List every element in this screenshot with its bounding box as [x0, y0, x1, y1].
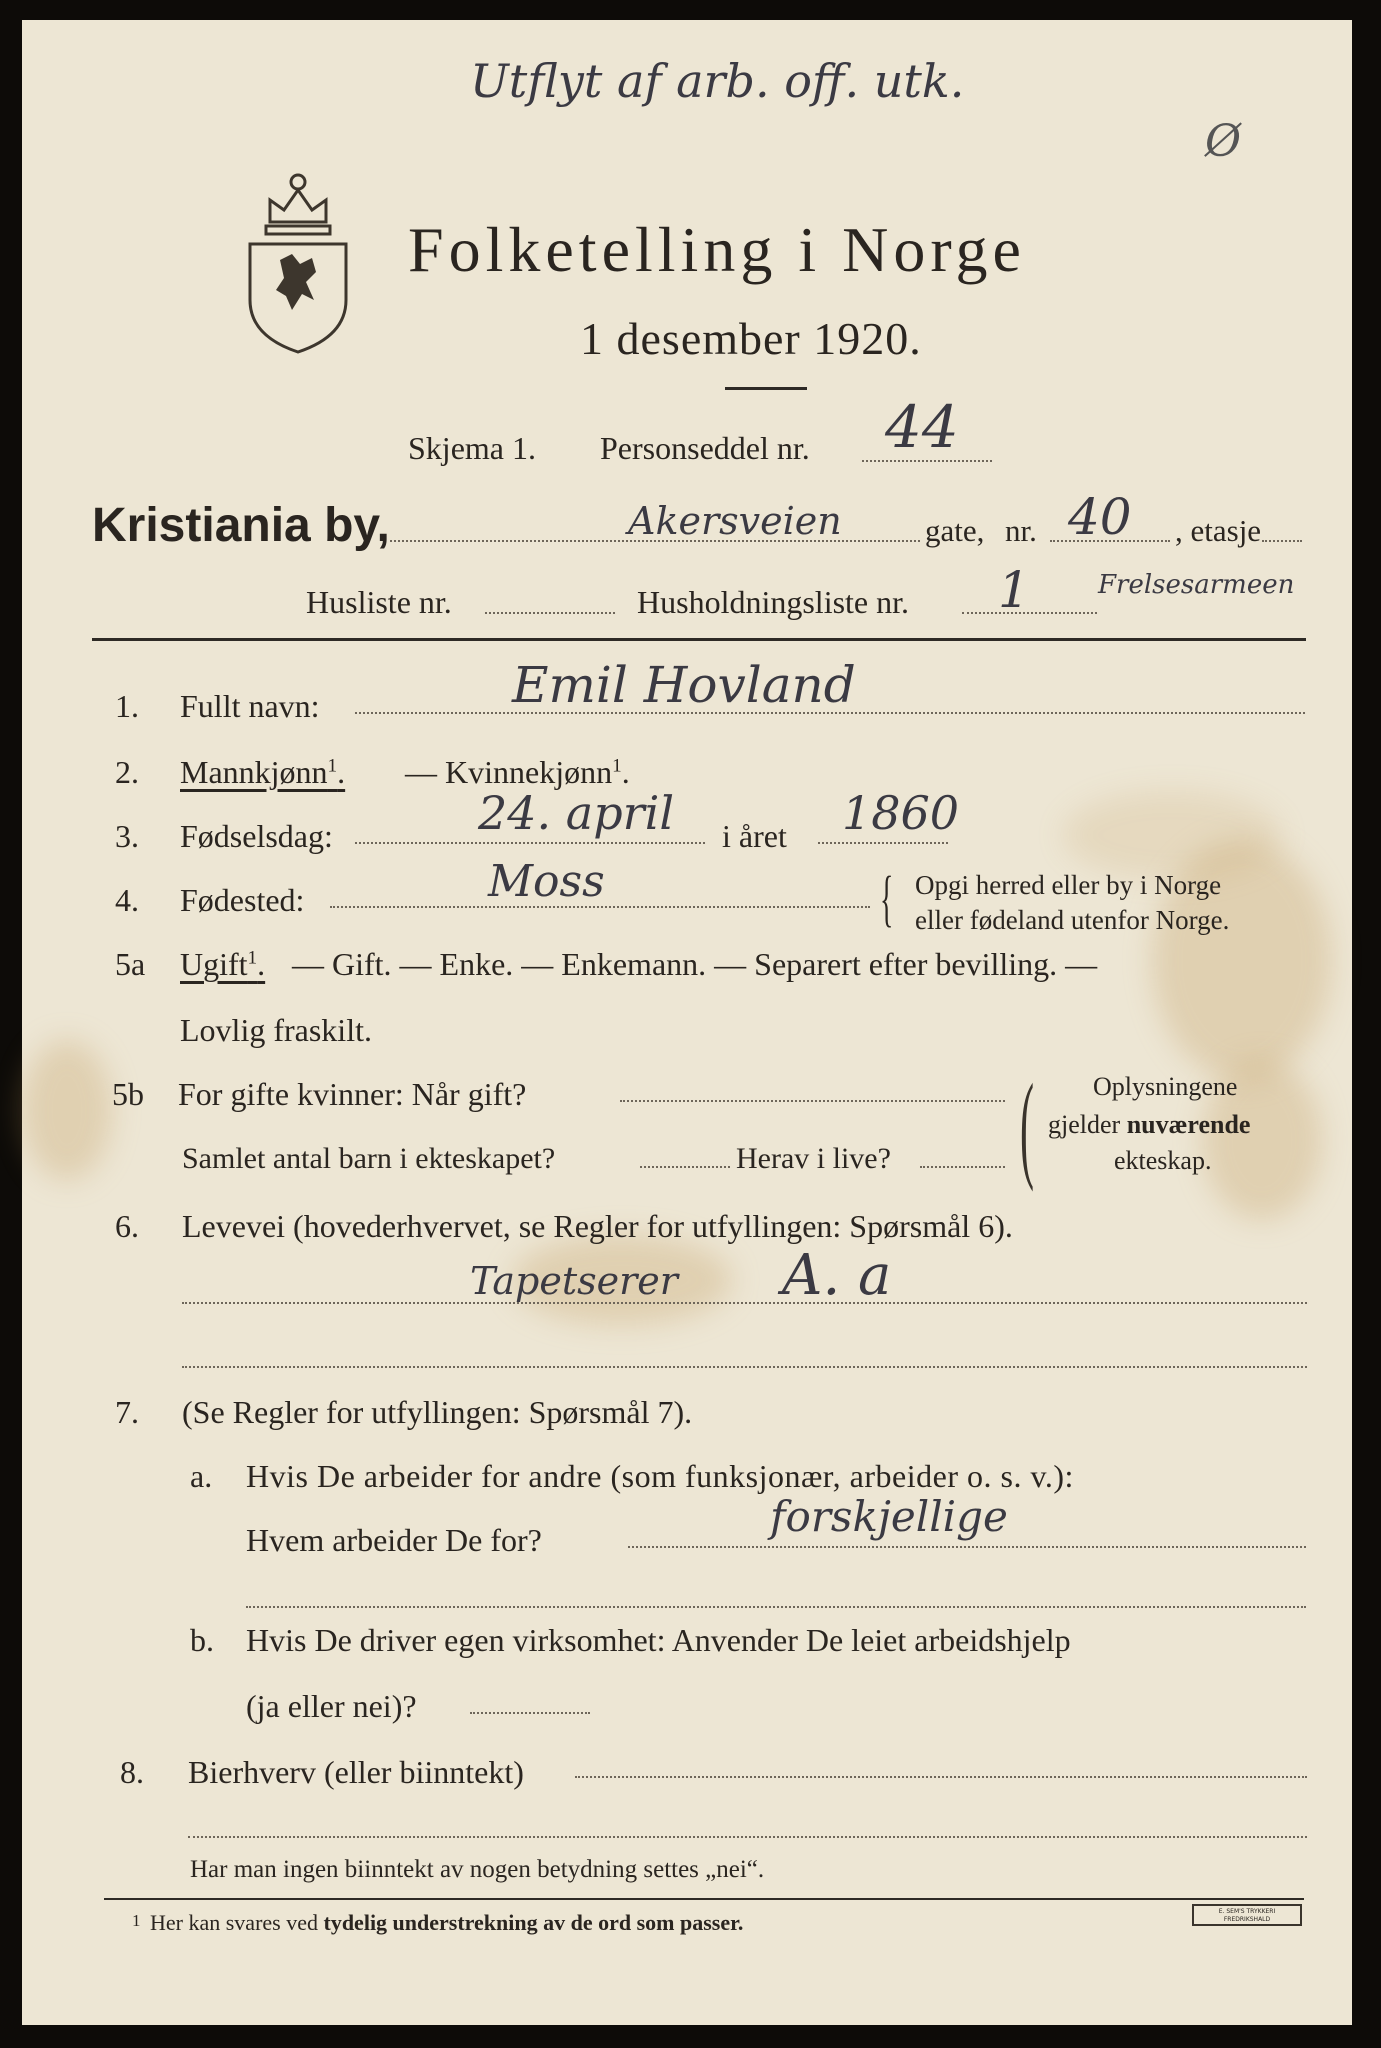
form-date: 1 desember 1920.: [580, 313, 922, 364]
q4-number: 4.: [115, 882, 139, 918]
q4-value: Moss: [488, 856, 605, 907]
q7a-value: forskjellige: [770, 1492, 1008, 1541]
q6-label: Levevei (hovederhvervet, se Regler for utfyllingen: Spørsmål 6).: [182, 1208, 1013, 1244]
q4-label: Fødested:: [180, 882, 305, 918]
q8-label: Bierhverv (eller biinntekt): [188, 1754, 524, 1790]
q8-line: [575, 1776, 1307, 1778]
q5a-line2: Lovlig fraskilt.: [180, 1012, 372, 1048]
q5b-children-line: [640, 1166, 730, 1168]
q7b-letter: b.: [190, 1622, 214, 1658]
q5b-note-1: Oplysningene: [1093, 1072, 1238, 1101]
footnote: Her kan svares ved tydelig understrekning av de ord som passer.: [150, 1910, 744, 1935]
etasje-line: [1262, 540, 1302, 542]
personseddel-label: Personseddel nr.: [600, 430, 810, 466]
q3-number: 3.: [115, 818, 139, 854]
husholdning-note: Frelsesarmeen: [1098, 570, 1295, 600]
husholdning-value: 1: [998, 561, 1030, 619]
city-label: Kristiania by,: [92, 499, 390, 552]
nr-label: nr.: [1005, 513, 1037, 548]
q5b-number: 5b: [112, 1076, 144, 1112]
q8-line-2: [188, 1836, 1307, 1838]
q4-note-2: eller fødeland utenfor Norge.: [915, 905, 1230, 935]
printer-town: FREDRIKSHALD: [1223, 1916, 1271, 1923]
q6-number: 6.: [115, 1208, 139, 1244]
q7b-line: [470, 1712, 590, 1714]
title-rule: [725, 387, 807, 390]
q5b-brace: (: [1020, 1059, 1034, 1192]
q2-number: 2.: [115, 754, 139, 790]
etasje-label: , etasje: [1175, 513, 1262, 548]
q5b-label: For gifte kvinner: Når gift?: [178, 1076, 527, 1112]
q3-label: Fødselsdag:: [180, 818, 333, 854]
form-title: Folketelling i Norge: [408, 214, 1026, 285]
q7a-line-2: [246, 1606, 1306, 1608]
q6-line-2: [182, 1366, 1307, 1368]
coat-of-arms-icon: [240, 160, 356, 356]
q7b-line1: Hvis De driver egen virksomhet: Anvender De leiet arbeidshjelp: [246, 1622, 1071, 1658]
nr-value: 40: [1068, 488, 1132, 546]
q2-female-option: — Kvinnekjønn$^1$.: [405, 754, 630, 790]
q5b-note-3: ekteskap.: [1114, 1146, 1212, 1175]
q5a-ugift-option: Ugift$^1$.: [180, 946, 266, 982]
gate-label: gate,: [925, 513, 985, 548]
q3-year-label: i året: [722, 818, 787, 854]
q5b-alive-line: [920, 1166, 1005, 1168]
q5a-number: 5a: [115, 946, 146, 982]
q7a-letter: a.: [190, 1458, 213, 1494]
printer-name: E. SEM'S TRYKKERI: [1218, 1908, 1276, 1915]
husliste-line: [485, 612, 615, 614]
footer-rule: [104, 1898, 1304, 1900]
footnote-number: 1: [132, 1911, 141, 1930]
q1-number: 1.: [115, 688, 139, 724]
q7-number: 7.: [115, 1394, 139, 1430]
q5a-other-options: — Gift. — Enke. — Enkemann. — Separert efter bevilling. —: [292, 946, 1098, 982]
q8-number: 8.: [120, 1754, 144, 1790]
q5b-married-line: [620, 1100, 1005, 1102]
q3-value: 24. april: [478, 786, 675, 840]
q7a-line1: Hvis De arbeider for andre (som funksjonær, arbeider o. s. v.):: [246, 1458, 1074, 1494]
husholdning-label: Husholdningsliste nr.: [637, 584, 910, 620]
q7a-line: [628, 1546, 1306, 1548]
q5b-alive-label: Herav i live?: [736, 1142, 891, 1175]
husliste-label: Husliste nr.: [306, 584, 452, 620]
q6-value: Tapetserer: [470, 1259, 678, 1303]
q3-year-value: 1860: [842, 786, 960, 840]
q4-note-1: Opgi herred eller by i Norge: [915, 870, 1222, 900]
q7b-line2: (ja eller nei)?: [246, 1688, 417, 1724]
q5b-line2: Samlet antal barn i ekteskapet?: [182, 1142, 556, 1175]
footer-note: Har man ingen biinntekt av nogen betydning settes „nei“.: [190, 1856, 765, 1883]
q6-line-1: [182, 1302, 1307, 1304]
header-divider: [92, 638, 1306, 641]
q1-value: Emil Hovland: [512, 656, 856, 714]
annotation-top: Utflyt af arb. off. utk.: [470, 54, 965, 108]
corner-mark: Ø: [1205, 116, 1242, 167]
q3-line: [355, 842, 705, 844]
q2-male-option: Mannkjønn$^1$.: [180, 754, 346, 790]
personseddel-value: 44: [885, 393, 959, 461]
q3-year-line: [818, 842, 948, 844]
schema-label: Skjema 1.: [408, 430, 536, 466]
printer-mark: [1192, 1904, 1302, 1926]
q7a-line2: Hvem arbeider De for?: [246, 1522, 542, 1558]
street-value: Akersveien: [628, 499, 842, 543]
q5b-note-2: gjelder nuværende: [1048, 1110, 1251, 1139]
q1-label: Fullt navn:: [180, 688, 320, 724]
q7-label: (Se Regler for utfyllingen: Spørsmål 7).: [182, 1394, 693, 1430]
q4-brace: {: [880, 865, 894, 933]
q6-code: A. a: [782, 1243, 892, 1308]
